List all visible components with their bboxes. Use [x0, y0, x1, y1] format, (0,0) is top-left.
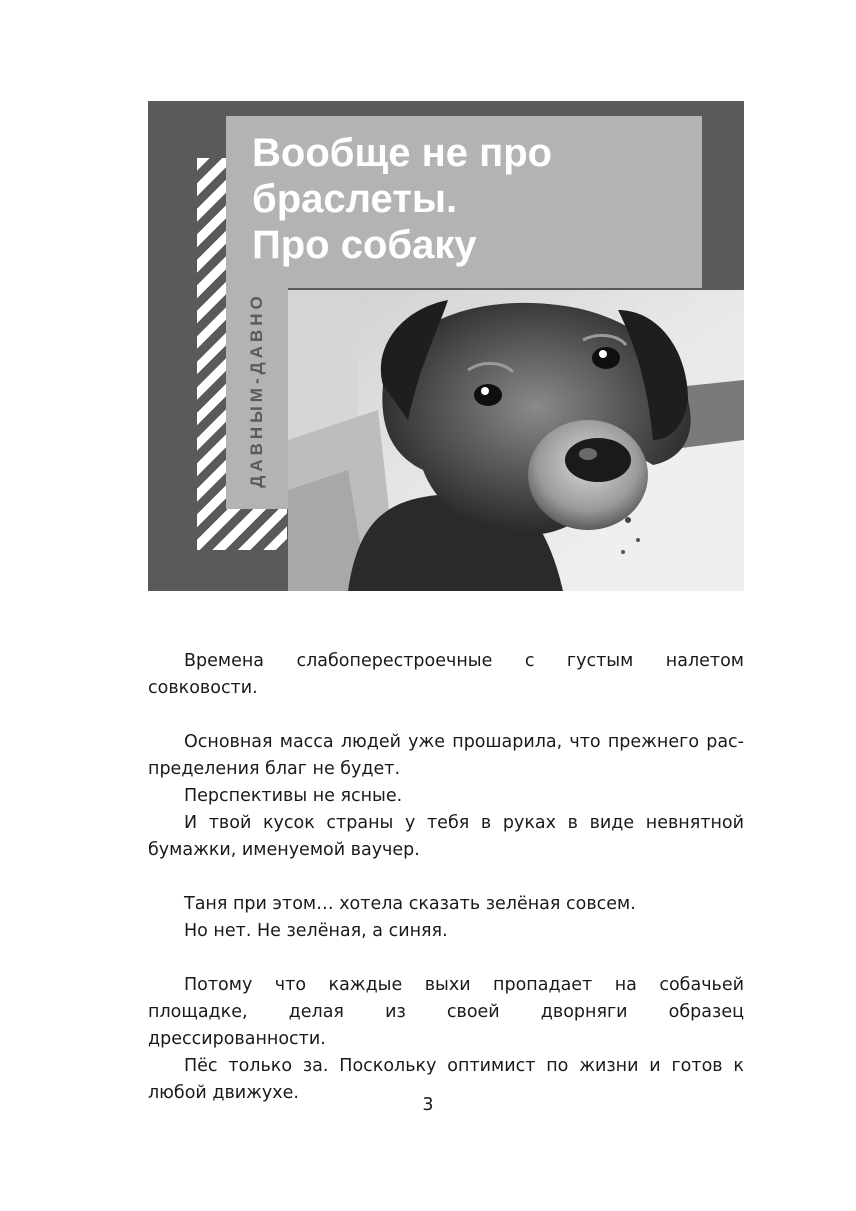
paragraph: Времена слабоперестроечные с густым налетом совковости. [148, 651, 744, 698]
side-label: ДАВНЫМ-ДАВНО [247, 292, 266, 488]
paragraph: Но нет. Не зелёная, а синяя. [184, 921, 448, 941]
chapter-title-line-1: Вообще не про [252, 131, 553, 175]
paragraph: Потому что каждые выхи пропадает на собачьей площадке, делая из своей дворняги образец дрессированности. [148, 975, 744, 1049]
title-box [226, 116, 702, 288]
chapter-title [252, 130, 552, 268]
paragraph: И твой кусок страны у тебя в руках в виде невнятной бумажки, именуемой ваучер. [148, 813, 744, 860]
side-label-bar [226, 271, 288, 509]
dog-photo [288, 290, 744, 591]
paragraph: Перспективы не ясные. [184, 786, 403, 806]
chapter-banner [148, 101, 744, 591]
paragraph: Таня при этом… хотела сказать зелёная совсем. [184, 894, 636, 914]
chapter-title-line-3: Про собаку [252, 223, 477, 267]
page-number: 3 [422, 1095, 434, 1115]
paragraph: Основная масса людей уже прошарила, что прежнего распределения благ не будет. [148, 732, 744, 779]
dog-photo-icon [288, 290, 744, 591]
body-text [148, 648, 744, 1107]
paragraph: Пёс только за. Поскольку оптимист по жизни и готов к любой движухе. [148, 1056, 744, 1103]
chapter-title-line-2: браслеты. [252, 177, 458, 221]
